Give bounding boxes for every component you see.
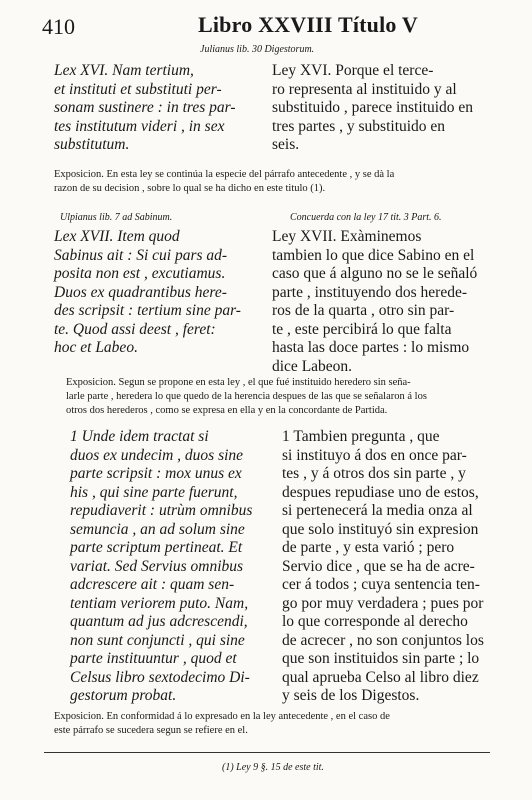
- latin-line: te. Quod assi deest , feret:: [54, 320, 216, 338]
- spanish-line: 1 Tambien pregunta , que: [282, 428, 440, 445]
- spanish-line: qual aprueba Celso al libro diez: [282, 668, 479, 686]
- section1-spanish: [282, 428, 494, 706]
- spanish-line: substituido , parece instituido en: [272, 99, 474, 116]
- exposition-line: Exposicion. Segun se propone en esta ley , el que fué instituido heredero sin seña-: [66, 377, 411, 388]
- latin-line: hoc et Labeo.: [54, 339, 138, 356]
- spanish-line: si instituyo á dos en once par-: [282, 446, 467, 464]
- spanish-line: de parte , y esta varió ; pero: [282, 539, 455, 556]
- latin-line: Lex XVII. Item quod: [54, 228, 180, 245]
- spanish-line: si pertenecerá la media onza al: [282, 502, 473, 519]
- latin-line: parte scripsit : mox unus ex: [70, 465, 242, 482]
- latin-line: semuncia , an ad solum sine: [70, 520, 245, 538]
- lex17-exposition: [66, 376, 496, 418]
- latin-line: Celsus libro sextodecimo Di-: [70, 668, 250, 686]
- spanish-line: Ley XVI. Porque el terce-: [272, 62, 434, 79]
- spanish-line: parte , instituyendo dos herede-: [272, 283, 467, 301]
- latin-line: tes institutum videri , in sex: [54, 117, 225, 135]
- section1-exposition: [54, 710, 494, 738]
- latin-line: Sabinus ait : Si cui pars ad-: [54, 246, 228, 264]
- latin-line: posita non est , excutiamus.: [54, 265, 226, 282]
- spanish-line: dice Labeon.: [272, 357, 353, 375]
- running-title: Libro XXVIII Título V: [198, 12, 418, 37]
- spanish-line: Servio dice , que se ha de acre-: [282, 557, 475, 575]
- latin-line: substitutum.: [54, 136, 130, 153]
- exposition-line: larle parte , heredera lo que quedo de la herencia despues de las que se señalaron á los: [66, 391, 427, 402]
- spanish-line: tambien lo que dice Sabino en el: [272, 246, 475, 264]
- spanish-line: te , este percibirá lo que falta: [272, 320, 452, 338]
- exposition-line: razon de su decision , sobre lo qual se ha dicho en este titulo (1).: [54, 183, 326, 194]
- exposition-line: Exposicion. En esta ley se continúa la especie del párrafo antecedente , y se dà la: [54, 169, 395, 180]
- lex16-spanish: [272, 62, 492, 155]
- lex16-latin: [54, 62, 270, 155]
- latin-line: parte scriptum pertineat. Et: [70, 539, 243, 556]
- footnote-rule: [44, 752, 490, 753]
- exposition-line: este párrafo se sucedera segun se refiere en el.: [54, 725, 248, 736]
- latin-line: adcrescere ait : quam sen-: [70, 576, 235, 593]
- latin-line: quantum ad jus adcrescendi,: [70, 613, 248, 630]
- spanish-line: despues repudiase uno de estos,: [282, 483, 479, 501]
- latin-line: duos ex undecim , duos sine: [70, 446, 244, 464]
- spanish-line: ro representa al instituido y al: [272, 80, 457, 98]
- lex17-source-left: Ulpianus lib. 7 ad Sabinum.: [60, 212, 173, 223]
- spanish-line: hasta las doce partes : lo mismo: [272, 339, 470, 356]
- spanish-line: Ley XVII. Exàminemos: [272, 228, 422, 245]
- latin-line: variat. Sed Servius omnibus: [70, 557, 244, 575]
- latin-line: et instituti et substituti per-: [54, 80, 222, 98]
- exposition-line: Exposicion. En conformidad á lo expresado en la ley antecedente , en el caso de: [54, 711, 390, 722]
- spanish-line: lo que corresponde al derecho: [282, 613, 468, 630]
- latin-line: non sunt conjuncti , qui sine: [70, 631, 245, 649]
- spanish-line: ros de la quarta , otro sin par-: [272, 302, 455, 319]
- spanish-line: que solo instituyó sin expresion: [282, 520, 479, 538]
- spanish-line: y seis de los Digestos.: [282, 687, 420, 704]
- latin-line: Lex XVI. Nam tertium,: [54, 62, 194, 79]
- spanish-line: seis.: [272, 136, 300, 153]
- spanish-line: de acrecer , no son conjuntos los: [282, 631, 484, 649]
- spanish-line: que son instituidos sin parte ; lo: [282, 650, 480, 667]
- spanish-line: tes , y á otros dos sin parte , y: [282, 465, 466, 482]
- lex16-exposition: [54, 168, 494, 196]
- latin-line: tentiam veriorem puto. Nam,: [70, 594, 249, 612]
- footnote: (1) Ley 9 §. 15 de este tit.: [222, 762, 324, 773]
- latin-line: 1 Unde idem tractat si: [70, 428, 209, 445]
- spanish-line: tres partes , y substituido en: [272, 117, 446, 135]
- latin-line: Duos ex quadrantibus here-: [54, 283, 227, 301]
- lex17-spanish: [272, 228, 492, 376]
- page-number: 410: [42, 14, 75, 39]
- lex17-source-right: Concuerda con la ley 17 tit. 3 Part. 6.: [290, 212, 442, 223]
- spanish-line: go por muy verdadera ; pues por: [282, 594, 484, 612]
- latin-line: des scripsit : tertium sine par-: [54, 302, 241, 319]
- latin-line: parte instituuntur , quod et: [70, 650, 237, 667]
- latin-line: gestorum probat.: [70, 687, 177, 704]
- latin-line: his , qui sine parte fuerunt,: [70, 483, 238, 501]
- lex16-source: Julianus lib. 30 Digestorum.: [200, 44, 315, 55]
- section1-latin: [70, 428, 270, 706]
- latin-line: sonam sustinere : in tres par-: [54, 99, 236, 116]
- spanish-line: caso que á alguno no se le señaló: [272, 265, 478, 282]
- exposition-line: otros dos herederos , como se expresa en ella y en la concordante de Partida.: [66, 405, 388, 416]
- latin-line: repudiaverit : utrùm omnibus: [70, 502, 253, 519]
- lex17-latin: [54, 228, 270, 358]
- spanish-line: cer á todos ; cuya sentencia ten-: [282, 576, 480, 593]
